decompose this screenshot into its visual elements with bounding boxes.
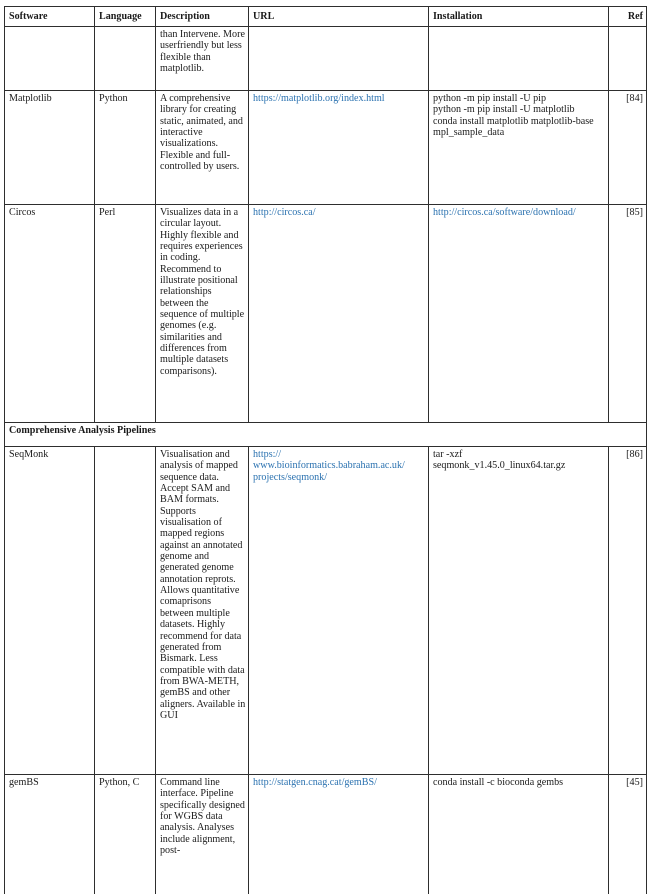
cell-url-link[interactable]: http://circos.ca/	[249, 205, 429, 423]
cell-software: Matplotlib	[5, 91, 95, 205]
cell-ref: [84]	[609, 91, 647, 205]
table-row	[5, 447, 647, 775]
cell-description: than Intervene. More userfriendly but less flexible than matplotlib.	[156, 27, 249, 91]
table-header-row	[5, 7, 647, 27]
header-ref: Ref	[609, 7, 647, 27]
header-language: Language	[95, 7, 156, 27]
header-software: Software	[5, 7, 95, 27]
header-description: Description	[156, 7, 249, 27]
cell-description: Command line interface. Pipeline specifically designed for WGBS data analysis. Analyses include alignment, post-	[156, 775, 249, 894]
cell-url	[249, 27, 429, 91]
table-row	[5, 91, 647, 205]
cell-installation: tar -xzf seqmonk_v1.45.0_linux64.tar.gz	[429, 447, 609, 775]
cell-ref	[609, 27, 647, 91]
cell-ref: [45]	[609, 775, 647, 894]
table-row	[5, 205, 647, 423]
cell-ref: [86]	[609, 447, 647, 775]
table-row	[5, 775, 647, 894]
cell-description: Visualizes data in a circular layout. Highly flexible and requires experiences in coding. Recommend to illustrate positional relationships between the sequence of multiple genomes (e.g. similarities and differences from multiple datasets comparisons).	[156, 205, 249, 423]
cell-language: Python	[95, 91, 156, 205]
cell-language: Perl	[95, 205, 156, 423]
cell-installation	[429, 27, 609, 91]
cell-language: Python, C	[95, 775, 156, 894]
cell-software: Circos	[5, 205, 95, 423]
cell-language	[95, 27, 156, 91]
cell-url-link[interactable]: https:// www.bioinformatics.babraham.ac.uk/ projects/seqmonk/	[249, 447, 429, 775]
section-title: Comprehensive Analysis Pipelines	[5, 423, 647, 447]
table-row	[5, 27, 647, 91]
section-row	[5, 423, 647, 447]
cell-url-link[interactable]: http://statgen.cnag.cat/gemBS/	[249, 775, 429, 894]
cell-description: A comprehensive library for creating static, animated, and interactive visualizations. Flexible and full-controlled by users.	[156, 91, 249, 205]
header-installation: Installation	[429, 7, 609, 27]
cell-software	[5, 27, 95, 91]
software-table	[4, 6, 647, 894]
cell-installation-link[interactable]: http://circos.ca/software/download/	[429, 205, 609, 423]
cell-installation: python -m pip install -U pip python -m pip install -U matplotlib conda install matplotlib matplotlib-base mpl_sample_data	[429, 91, 609, 205]
cell-url-link[interactable]: https://matplotlib.org/index.html	[249, 91, 429, 205]
cell-ref: [85]	[609, 205, 647, 423]
cell-software: SeqMonk	[5, 447, 95, 775]
header-url: URL	[249, 7, 429, 27]
cell-software: gemBS	[5, 775, 95, 894]
cell-language	[95, 447, 156, 775]
cell-installation: conda install -c bioconda gembs	[429, 775, 609, 894]
cell-description: Visualisation and analysis of mapped sequence data. Accept SAM and BAM formats. Supports visualisation of mapped regions against an annotated genome and generated genome annotation reprots. Allows quantitative comaprisons between multiple datasets. Highly recommend for data generated from Bismark. Less compatible with data from BWA-METH, gemBS and other aligners. Available in GUI	[156, 447, 249, 775]
